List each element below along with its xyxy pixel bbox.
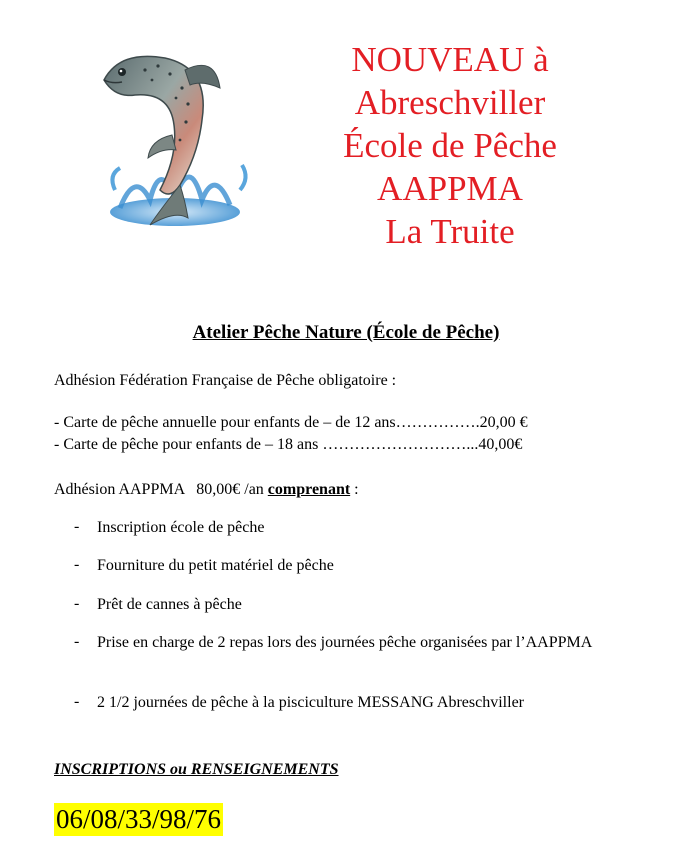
aappma-keyword: comprenant bbox=[267, 481, 351, 498]
title-line: La Truite bbox=[385, 212, 515, 251]
federation-intro: Adhésion Fédération Française de Pêche obligatoire : bbox=[54, 372, 397, 389]
list-item bbox=[74, 518, 264, 538]
list-item-text: Prise en charge de 2 repas lors des journées pêche organisées par l’AAPPMA bbox=[97, 634, 593, 651]
contact-label: INSCRIPTIONS ou RENSEIGNEMENTS bbox=[54, 761, 339, 778]
aappma-prefix: Adhésion AAPPMA 80,00€ /an bbox=[54, 481, 268, 498]
title-line: NOUVEAU à bbox=[351, 40, 549, 79]
poster-title bbox=[300, 38, 600, 253]
bullet-marker: - bbox=[74, 693, 80, 710]
title-line: Abreschviller bbox=[354, 83, 546, 122]
bullet-marker: - bbox=[74, 595, 80, 612]
bullet-marker: - bbox=[74, 556, 80, 573]
bullet-marker: - bbox=[74, 633, 80, 650]
title-line: École de Pêche bbox=[343, 126, 557, 165]
price-line-under-12: - Carte de pêche annuelle pour enfants de – de 12 ans…………….20,00 € bbox=[54, 414, 528, 431]
aappma-membership bbox=[54, 481, 359, 499]
list-item bbox=[74, 556, 334, 576]
list-item bbox=[74, 595, 242, 615]
phone-number: 06/08/33/98/76 bbox=[56, 804, 222, 834]
section-title: Atelier Pêche Nature (École de Pêche) bbox=[192, 322, 500, 343]
price-line-under-18: - Carte de pêche pour enfants de – 18 ans ………………………...40,00€ bbox=[54, 436, 523, 453]
list-item bbox=[74, 693, 524, 713]
aappma-suffix: : bbox=[350, 481, 359, 498]
leaping-trout-icon bbox=[90, 40, 260, 230]
title-line: AAPPMA bbox=[377, 169, 523, 208]
list-item-text: 2 1/2 journées de pêche à la pisciculture MESSANG Abreschviller bbox=[97, 694, 524, 711]
bullet-marker: - bbox=[74, 518, 80, 535]
list-item-text: Prêt de cannes à pêche bbox=[97, 596, 242, 613]
list-item-text: Inscription école de pêche bbox=[97, 519, 265, 536]
list-item bbox=[74, 633, 634, 653]
list-item-text: Fourniture du petit matériel de pêche bbox=[97, 557, 334, 574]
